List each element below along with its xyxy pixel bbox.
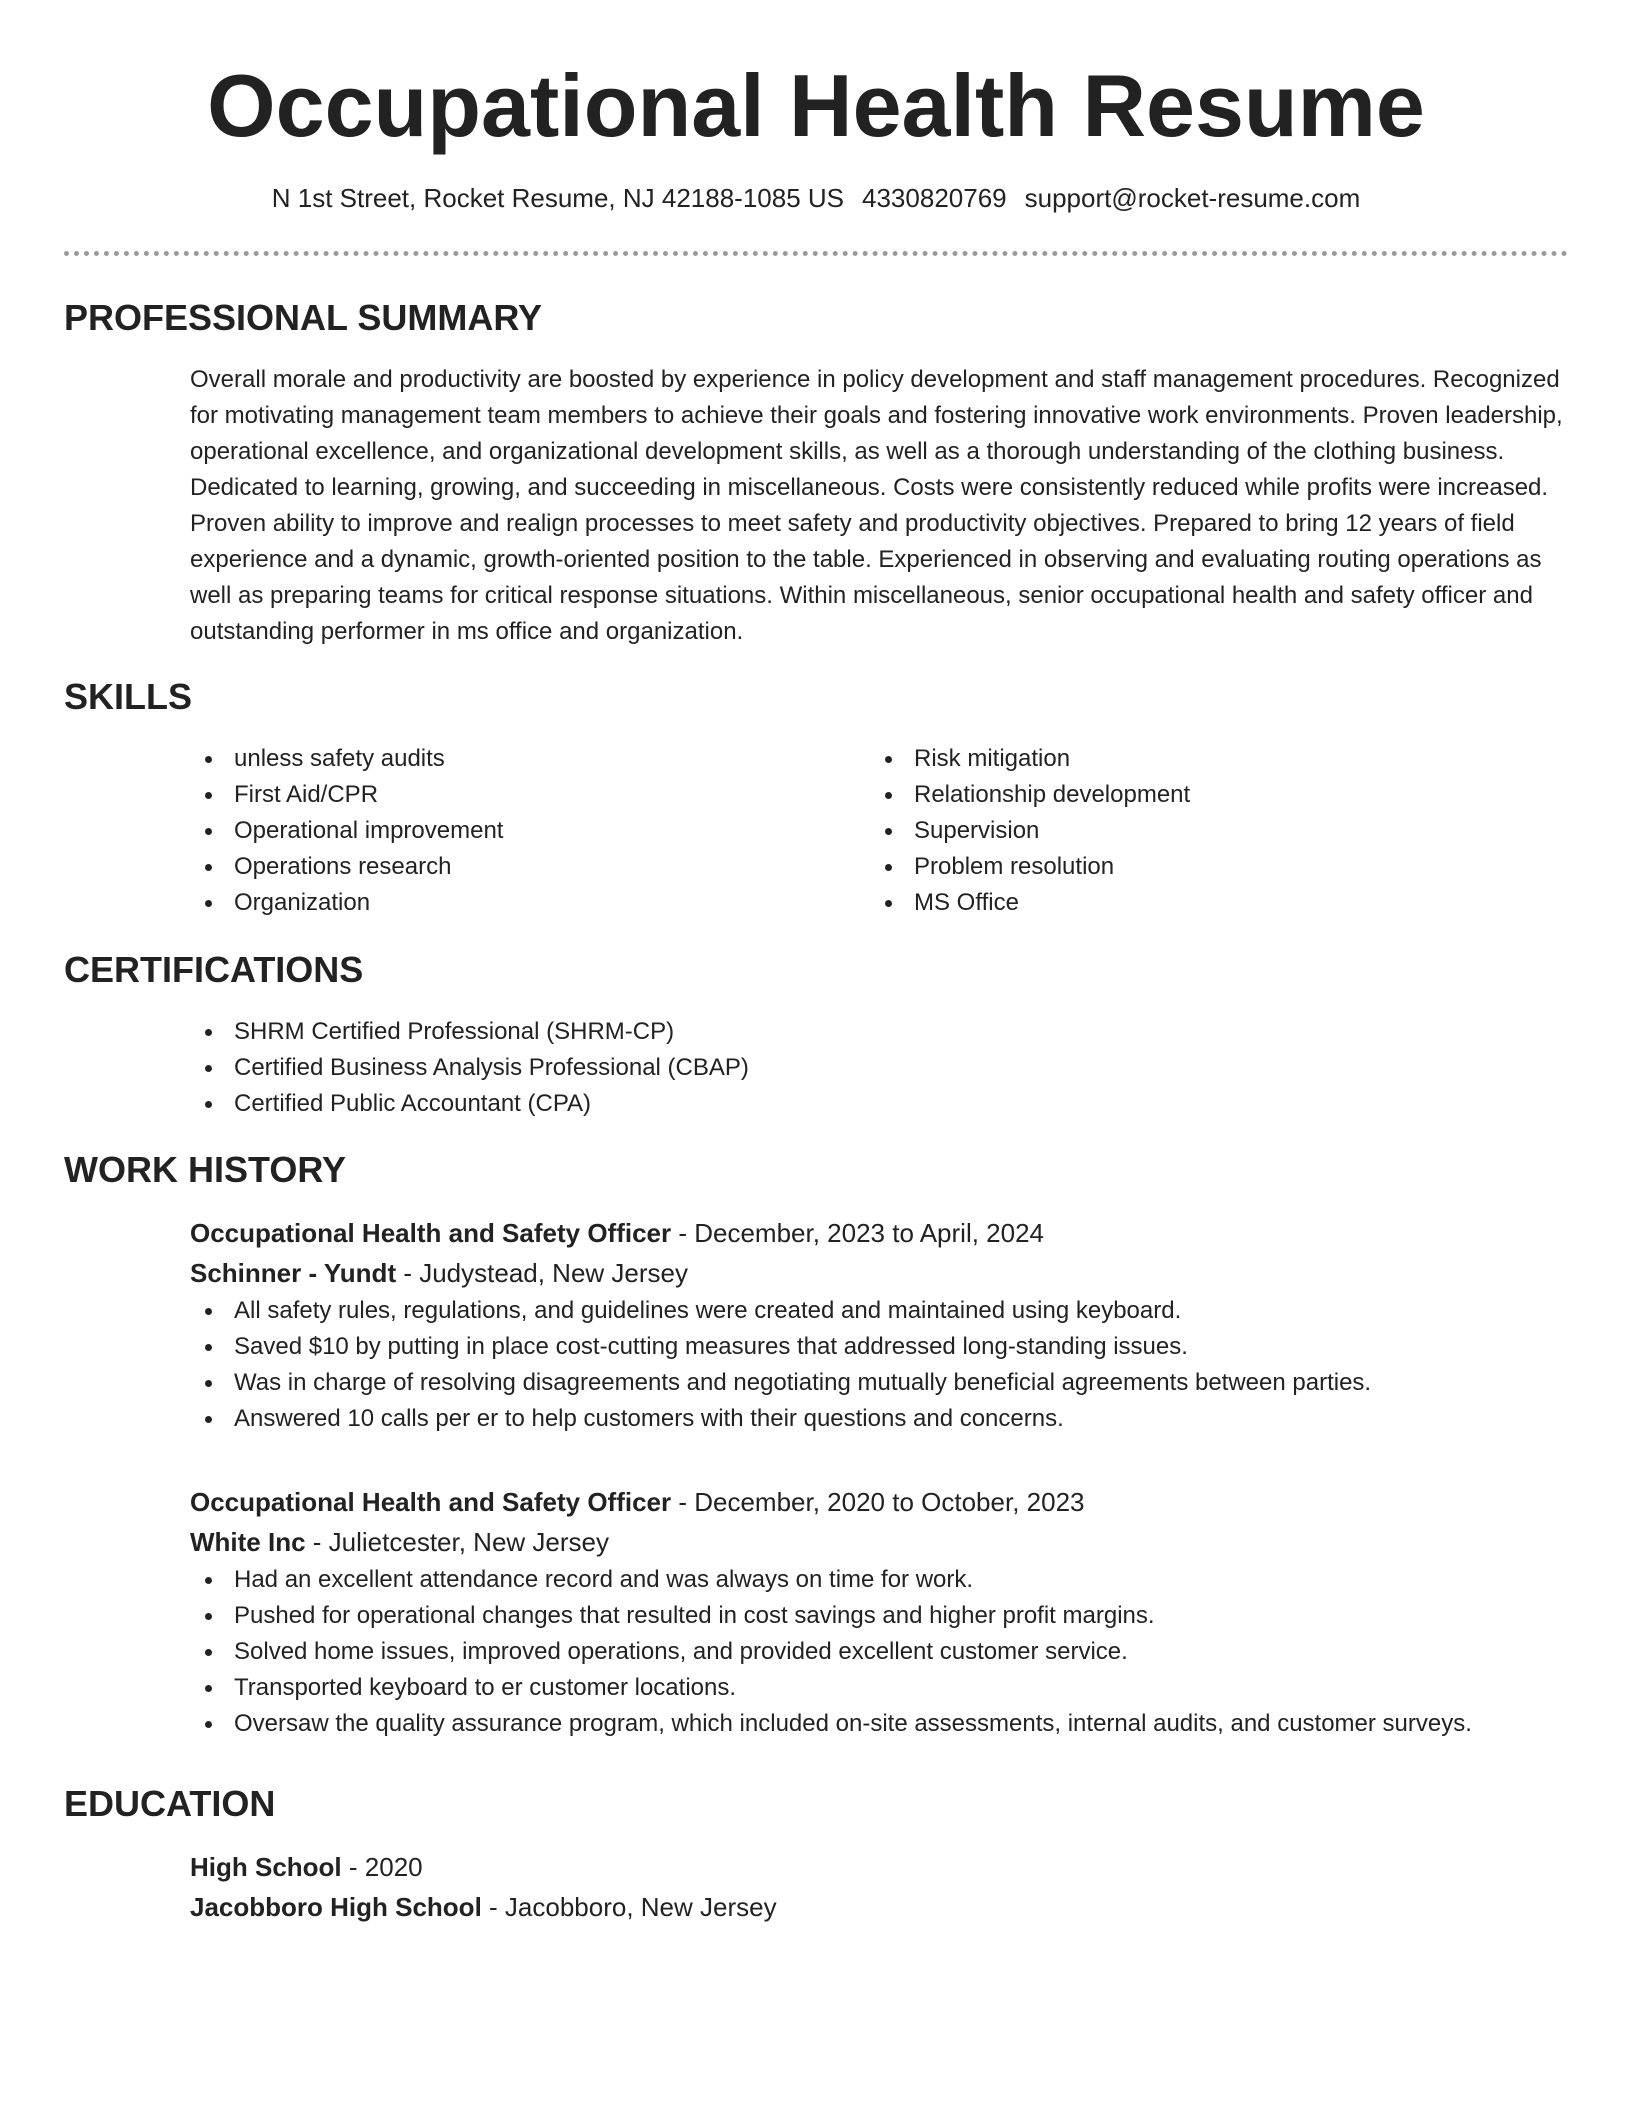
list-item: Oversaw the quality assurance program, which included on-site assessments, internal audits, and customer surveys. [190,1706,1568,1742]
list-item: Operations research [190,849,870,885]
education-entry [190,1847,1568,1927]
skills-block [190,741,1568,921]
skills-heading: SKILLS [64,676,193,717]
list-item: Pushed for operational changes that resulted in cost savings and higher profit margins. [190,1598,1568,1634]
job-location: - Judystead, New Jersey [396,1258,688,1288]
list-item: Solved home issues, improved operations, and provided excellent customer service. [190,1634,1568,1670]
education-school: Jacobboro High School [190,1892,482,1922]
resume-title: Occupational Health Resume [207,56,1425,155]
contact-address: N 1st Street, Rocket Resume, NJ 42188-1085 US [271,183,845,213]
job-title: Occupational Health and Safety Officer [190,1218,672,1248]
job-title: Occupational Health and Safety Officer [190,1487,672,1517]
education-heading: EDUCATION [64,1783,276,1824]
list-item: Organization [190,885,870,921]
job-title-line [190,1213,1568,1253]
job-company: Schinner - Yundt [190,1258,397,1288]
list-item: Supervision [870,813,1550,849]
list-item: Risk mitigation [870,741,1550,777]
list-item: Answered 10 calls per er to help customers with their questions and concerns. [190,1401,1568,1437]
job-company-line [190,1253,1568,1293]
list-item: Relationship development [870,777,1550,813]
summary-block [190,362,1568,650]
job-entry [190,1213,1568,1437]
list-item: SHRM Certified Professional (SHRM-CP) [190,1014,1568,1050]
summary-text: Overall morale and productivity are boosted by experience in policy development and staff management procedures. Recognized for motivating management team members to achieve their goals and fostering innovative work environments. Proven leadership, operational excellence, and organizational development skills, as well as a thorough understanding of the clothing business. Dedicated to learning, growing, and succeeding in miscellaneous. Costs were consistently reduced while profits were increased. Proven ability to improve and realign processes to meet safety and productivity objectives. Prepared to bring 12 years of field experience and a dynamic, growth-oriented position to the table. Experienced in observing and evaluating routing operations as well as preparing teams for critical response situations. Within miscellaneous, senior occupational health and safety officer and outstanding performer in ms office and organization. [190,366,1563,645]
list-item: unless safety audits [190,741,870,777]
education-school-line [190,1887,1568,1927]
contact-phone: 4330820769 [862,183,1007,213]
job-bullets [190,1293,1568,1437]
skills-list-right [870,741,1550,921]
job-dates: - December, 2023 to April, 2024 [671,1218,1045,1248]
list-item: First Aid/CPR [190,777,870,813]
education-degree: High School [190,1852,342,1882]
list-item: Certified Business Analysis Professional (CBAP) [190,1050,1568,1086]
certifications-heading: CERTIFICATIONS [64,949,364,990]
skills-list-left [190,741,870,921]
list-item: Certified Public Accountant (CPA) [190,1086,1568,1122]
job-bullets [190,1562,1568,1742]
job-entry [190,1482,1568,1742]
header-divider [64,251,1568,256]
education-location: - Jacobboro, New Jersey [481,1892,777,1922]
list-item: Problem resolution [870,849,1550,885]
job-dates: - December, 2020 to October, 2023 [671,1487,1085,1517]
list-item: Saved $10 by putting in place cost-cutting measures that addressed long-standing issues. [190,1329,1568,1365]
certifications-list [190,1014,1568,1122]
work-history-heading: WORK HISTORY [64,1149,347,1190]
job-company-line [190,1522,1568,1562]
list-item: Operational improvement [190,813,870,849]
list-item: MS Office [870,885,1550,921]
job-location: - Julietcester, New Jersey [305,1527,609,1557]
job-company: White Inc [190,1527,306,1557]
summary-heading: PROFESSIONAL SUMMARY [64,297,543,338]
education-degree-line [190,1847,1568,1887]
contact-line [0,180,1632,216]
list-item: Was in charge of resolving disagreements and negotiating mutually beneficial agreements between parties. [190,1365,1568,1401]
list-item: Transported keyboard to er customer locations. [190,1670,1568,1706]
certifications-block [190,1014,1568,1122]
contact-email: support@rocket-resume.com [1024,183,1361,213]
list-item: Had an excellent attendance record and was always on time for work. [190,1562,1568,1598]
job-title-line [190,1482,1568,1522]
education-year: - 2020 [341,1852,423,1882]
list-item: All safety rules, regulations, and guidelines were created and maintained using keyboard. [190,1293,1568,1329]
